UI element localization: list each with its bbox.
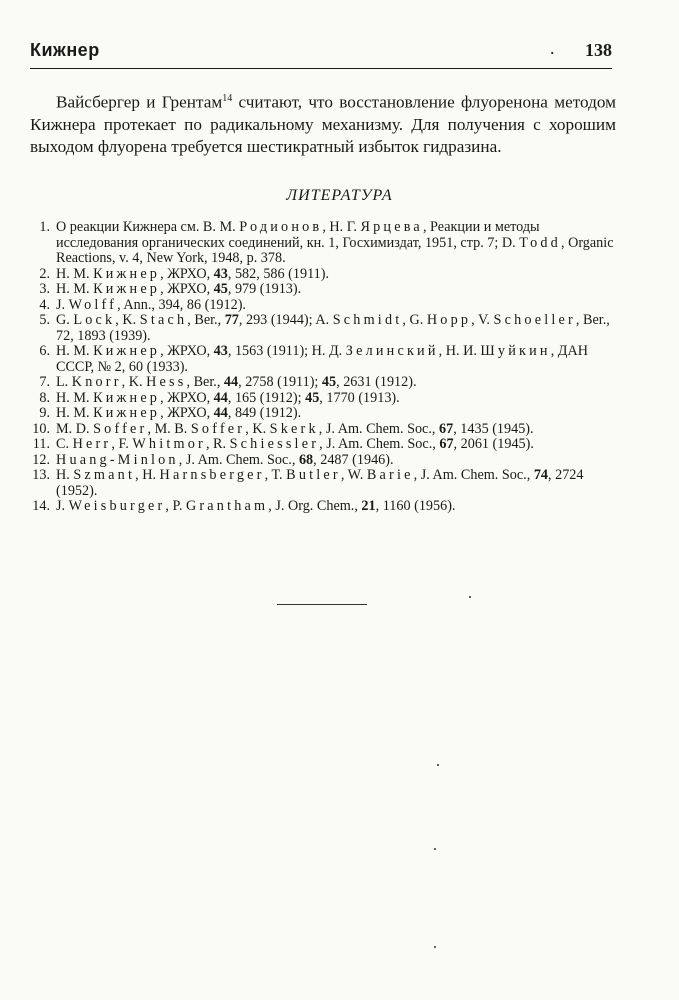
reference-text: , Реакции и методы исследования органических соединений, кн. 1, Госхимиздат, 1951, стр. 7; D. bbox=[56, 219, 540, 251]
reference-text: , W. bbox=[340, 467, 367, 483]
reference-text: , 2487 (1946). bbox=[313, 451, 394, 468]
reference-number: 8. bbox=[39, 389, 50, 406]
body-paragraph bbox=[30, 88, 616, 158]
reference-number: 9. bbox=[39, 405, 50, 421]
reference-text: , 1563 (1911); Н. Д. bbox=[227, 343, 346, 359]
reference-text: , 1160 (1956). bbox=[375, 498, 456, 514]
reference-text: , 979 (1913). bbox=[227, 281, 302, 297]
reference-item bbox=[28, 406, 616, 422]
volume-number: 45 bbox=[321, 374, 337, 390]
reference-text: , 2724 (1952). bbox=[56, 467, 584, 499]
reference-list bbox=[28, 220, 616, 515]
author-name: Кижнер bbox=[93, 281, 161, 297]
reference-number: 3. bbox=[39, 281, 50, 297]
page-number: 138 bbox=[585, 40, 612, 60]
author-name: Lock bbox=[73, 312, 116, 328]
volume-number: 43 bbox=[213, 265, 228, 282]
author-name: Зелинский bbox=[345, 343, 439, 359]
reference-text: , J. Org. Chem., bbox=[268, 498, 362, 514]
author-name: Whitmor bbox=[132, 436, 206, 452]
section-title: ЛИТЕРАТУРА bbox=[286, 187, 393, 204]
author-name: Butler bbox=[286, 467, 341, 483]
reference-text: Н. М. bbox=[56, 265, 94, 282]
reference-number: 10. bbox=[32, 420, 50, 437]
reference-text: , 1770 (1913). bbox=[319, 389, 400, 406]
author-name: Skerk bbox=[269, 420, 319, 437]
reference-item bbox=[28, 499, 616, 515]
reference-text: H. bbox=[56, 467, 74, 483]
volume-number: 67 bbox=[439, 420, 454, 437]
reference-text: Н. М. bbox=[56, 405, 94, 421]
reference-text: , M. B. bbox=[147, 420, 191, 437]
paragraph-text-before: Вайсбергер и Грентам bbox=[56, 92, 223, 112]
reference-number: 7. bbox=[39, 374, 50, 390]
volume-number: 43 bbox=[213, 343, 228, 359]
volume-number: 68 bbox=[298, 451, 314, 468]
volume-number: 44 bbox=[213, 389, 228, 406]
reference-number: 6. bbox=[39, 343, 50, 359]
reference-number: 11. bbox=[32, 436, 50, 452]
reference-number: 13. bbox=[32, 467, 50, 483]
reference-text: , K. bbox=[245, 420, 270, 437]
reference-text: , 849 (1912). bbox=[227, 405, 302, 421]
reference-item bbox=[28, 375, 616, 391]
reference-item bbox=[28, 282, 616, 298]
reference-text: , 2631 (1912). bbox=[336, 374, 417, 390]
reference-text: , T. bbox=[264, 467, 287, 483]
reference-item bbox=[28, 391, 616, 407]
reference-text: , 582, 586 (1911). bbox=[227, 265, 330, 282]
reference-item bbox=[28, 267, 616, 283]
reference-text: , ЖРХО, bbox=[160, 265, 214, 282]
author-name: Soffer bbox=[93, 420, 148, 437]
author-name: Кижнер bbox=[93, 265, 161, 282]
reference-text: , Н. И. bbox=[438, 343, 481, 359]
author-name: Knorr bbox=[71, 374, 122, 390]
reference-text: J. bbox=[56, 296, 69, 313]
author-name: Herr bbox=[72, 436, 112, 452]
volume-number: 74 bbox=[533, 467, 548, 483]
paragraph-text-after: считают, что восстановление флуоренона методом Кижнера протекает по радикальному механизму. Для получения с хорошим выходом флуорена требуется шестикратный избыток гидразина. bbox=[30, 92, 616, 156]
reference-text: , H. bbox=[135, 467, 160, 483]
author-name: Wolff bbox=[68, 296, 118, 313]
volume-number: 45 bbox=[213, 281, 228, 297]
reference-text: , K. bbox=[121, 374, 147, 390]
reference-text: , Н. Г. bbox=[322, 219, 361, 235]
author-name: Кижнер bbox=[93, 389, 161, 406]
reference-text: , F. bbox=[111, 436, 133, 452]
author-name: Кижнер bbox=[93, 343, 161, 359]
citation-superscript: 14 bbox=[222, 93, 233, 104]
author-name: Harnsberger bbox=[159, 467, 265, 483]
author-name: Родионов bbox=[239, 219, 323, 235]
author-name: Кижнер bbox=[93, 405, 161, 421]
reference-text: , Ber., 72, 1893 (1939). bbox=[56, 312, 610, 344]
reference-text: , Organic Reactions, v. 4, New York, 1948, p. 378. bbox=[56, 234, 614, 266]
volume-number: 77 bbox=[224, 312, 239, 328]
paper-speck bbox=[469, 596, 471, 598]
reference-text: , J. Am. Chem. Soc., bbox=[319, 436, 440, 452]
volume-number: 21 bbox=[361, 498, 376, 514]
author-name: Hopp bbox=[426, 312, 472, 328]
reference-text: , G. bbox=[402, 312, 427, 328]
reference-number: 14. bbox=[32, 498, 50, 514]
author-name: Stach bbox=[139, 312, 188, 328]
reference-text: О реакции Кижнера см. В. М. bbox=[56, 219, 240, 235]
reference-text: , 2758 (1911); bbox=[238, 374, 322, 390]
volume-number: 44 bbox=[223, 374, 239, 390]
reference-text: , 293 (1944); A. bbox=[238, 312, 333, 328]
closing-rule bbox=[277, 604, 367, 605]
paragraph-text bbox=[30, 88, 616, 158]
author-name: Шуйкин bbox=[480, 343, 551, 359]
author-name: Ярцева bbox=[360, 219, 423, 235]
reference-item bbox=[28, 313, 616, 344]
reference-text: , Ann., 394, 86 (1912). bbox=[117, 296, 246, 313]
reference-text: , 2061 (1945). bbox=[453, 436, 534, 452]
reference-text: , ЖРХО, bbox=[160, 405, 214, 421]
reference-number: 12. bbox=[32, 451, 50, 468]
reference-text: G. bbox=[56, 312, 74, 328]
reference-text: , V. bbox=[471, 312, 494, 328]
reference-text: , P. bbox=[165, 498, 186, 514]
reference-text: , J. Am. Chem. Soc., bbox=[178, 451, 299, 468]
author-name: Weisburger bbox=[68, 498, 166, 514]
paper-speck bbox=[434, 848, 436, 850]
author-name: Barie bbox=[366, 467, 414, 483]
author-name: Schiessler bbox=[229, 436, 320, 452]
author-name: Hess bbox=[146, 374, 187, 390]
reference-item bbox=[28, 422, 616, 438]
reference-item bbox=[28, 298, 616, 314]
reference-number: 1. bbox=[39, 219, 50, 235]
reference-text: , R. bbox=[205, 436, 230, 452]
author-name: Schoeller bbox=[493, 312, 576, 328]
volume-number: 67 bbox=[439, 436, 454, 452]
author-name: Todd bbox=[519, 234, 561, 251]
reference-text: , J. Am. Chem. Soc., bbox=[413, 467, 534, 483]
running-title: Кижнер bbox=[30, 40, 100, 60]
reference-text: , 1435 (1945). bbox=[453, 420, 534, 437]
volume-number: 45 bbox=[305, 389, 320, 406]
paper-speck bbox=[434, 946, 436, 948]
reference-text: , K. bbox=[115, 312, 140, 328]
author-name: Schmidt bbox=[332, 312, 403, 328]
reference-text: Н. М. bbox=[56, 389, 94, 406]
reference-item bbox=[28, 344, 616, 375]
reference-text: Н. М. bbox=[56, 343, 94, 359]
reference-item bbox=[28, 468, 616, 499]
reference-item bbox=[28, 437, 616, 453]
reference-text: , ДАН СССР, № 2, 60 (1933). bbox=[56, 343, 588, 375]
reference-number: 2. bbox=[39, 265, 50, 282]
reference-text: Н. М. bbox=[56, 281, 94, 297]
author-name: Szmant bbox=[73, 467, 136, 483]
volume-number: 44 bbox=[213, 405, 228, 421]
author-name: Grantham bbox=[185, 498, 269, 514]
author-name: Soffer bbox=[190, 420, 246, 437]
reference-text: , ЖРХО, bbox=[160, 343, 214, 359]
page-header bbox=[30, 38, 612, 69]
reference-text: C. bbox=[56, 436, 73, 452]
reference-text: , ЖРХО, bbox=[160, 389, 214, 406]
header-dot: . bbox=[550, 38, 555, 58]
reference-text: , Ber., bbox=[186, 374, 224, 390]
reference-number: 4. bbox=[39, 296, 50, 313]
reference-text: L. bbox=[56, 374, 72, 390]
reference-item bbox=[28, 220, 616, 267]
reference-number: 5. bbox=[39, 312, 50, 328]
reference-text: , 165 (1912); bbox=[227, 389, 306, 406]
author-name: Huang-Minlon bbox=[56, 451, 179, 468]
paper-speck bbox=[437, 764, 439, 766]
reference-text: , Ber., bbox=[187, 312, 225, 328]
reference-text: , J. Am. Chem. Soc., bbox=[318, 420, 439, 437]
reference-text: J. bbox=[56, 498, 69, 514]
reference-text: , ЖРХО, bbox=[160, 281, 214, 297]
reference-item bbox=[28, 453, 616, 469]
reference-text: M. D. bbox=[56, 420, 94, 437]
